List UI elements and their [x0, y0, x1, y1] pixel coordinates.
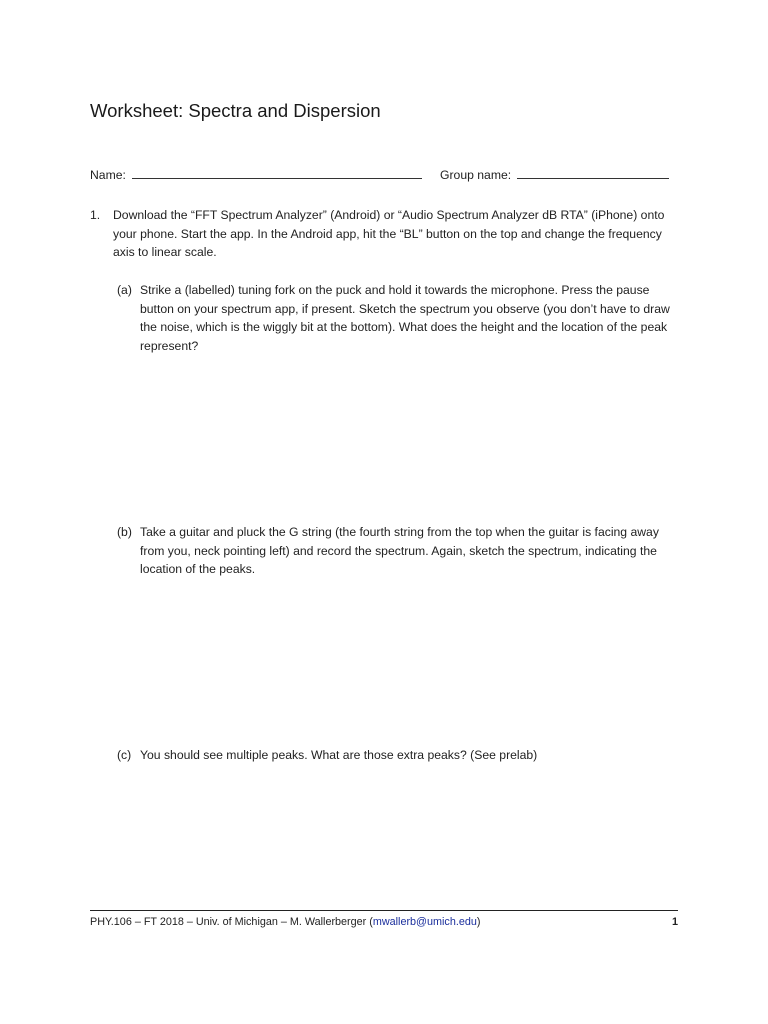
- part-label: (a): [117, 283, 132, 297]
- name-label: Name:: [90, 168, 126, 182]
- question-text: Download the “FFT Spectrum Analyzer” (Android) or “Audio Spectrum Analyzer dB RTA” (iPhone) onto your phone. Start the app. In the Android app, hit the “BL” button on the top and change the frequency axis to linear scale.: [113, 208, 665, 260]
- page-number: 1: [671, 916, 678, 928]
- group-name-label: Group name:: [440, 168, 512, 182]
- footer-email-link[interactable]: mwallerb@umich.edu: [372, 916, 477, 928]
- page-title: Worksheet: Spectra and Dispersion: [90, 100, 381, 121]
- group-name-blank-line: [517, 168, 669, 179]
- question-number: 1.: [90, 208, 101, 222]
- footer-course-text: PHY.106 – FT 2018 – Univ. of Michigan – M. Wallerberger (: [90, 916, 373, 928]
- part-label: (b): [117, 525, 132, 539]
- part-label: (c): [117, 748, 132, 762]
- part-text: You should see multiple peaks. What are those extra peaks? (See prelab): [140, 748, 538, 762]
- footer-divider: [90, 910, 678, 911]
- part-text: Take a guitar and pluck the G string (the fourth string from the top when the guitar is facing away from you, neck pointing left) and record the spectrum. Again, sketch the spectrum, indicating the location of the peaks.: [140, 525, 659, 577]
- page-footer: [90, 916, 678, 928]
- part-text: Strike a (labelled) tuning fork on the puck and hold it towards the microphone. Press the pause button on your spectrum app, if present. Sketch the spectrum you observe (you don’t have to draw the noise, which is the wiggly bit at the bottom). What does the height and the location of the peak represent?: [140, 283, 670, 353]
- group-field: [440, 168, 669, 182]
- name-blank-line: [132, 168, 422, 179]
- name-group-row: [90, 168, 512, 182]
- footer-close-paren: ): [476, 916, 481, 928]
